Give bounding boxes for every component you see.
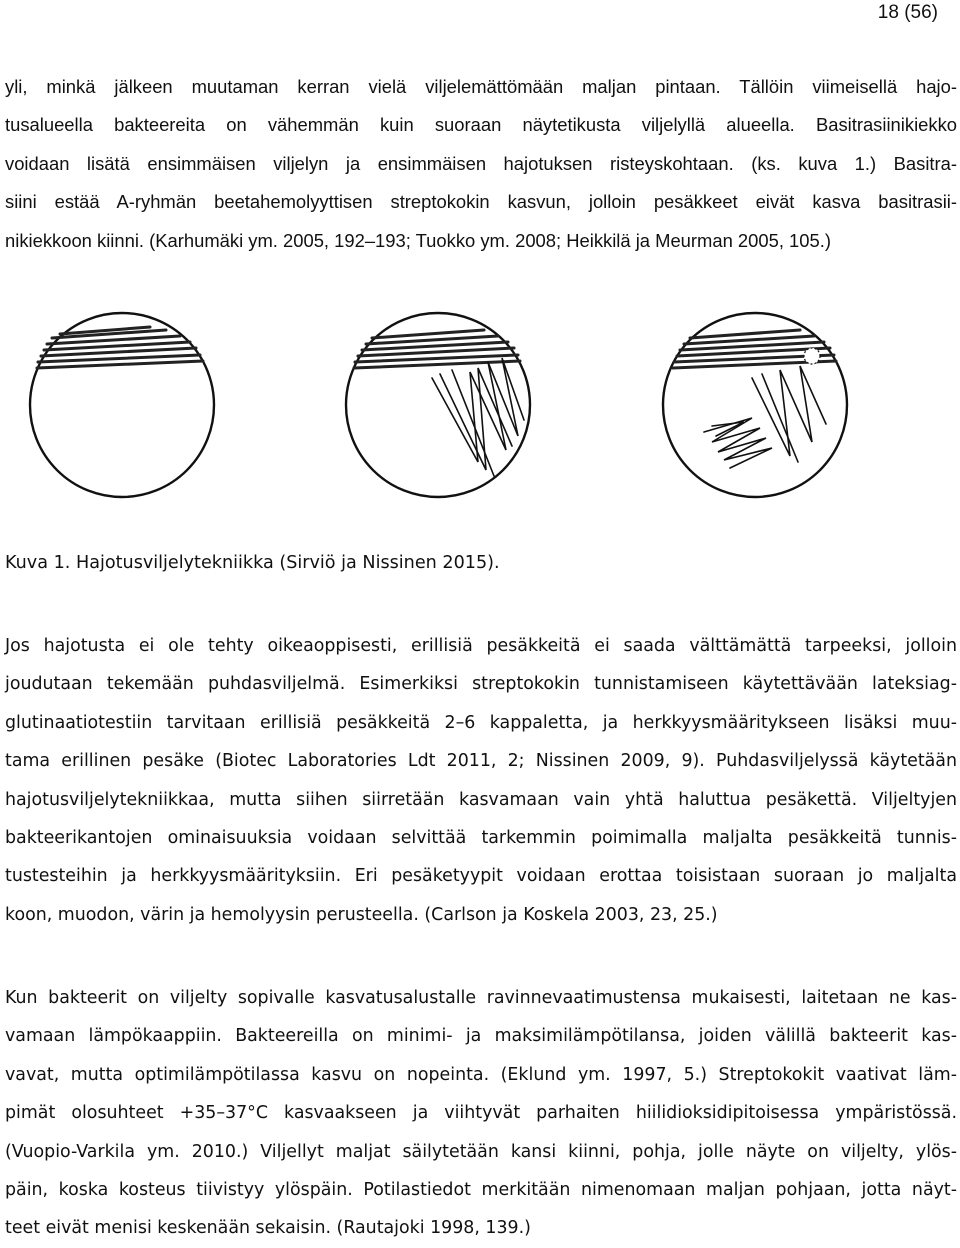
text-line: yli, minkä jälkeen muutaman kerran vielä viljelemättömään maljan pintaan. Tällöin viimeisellä hajo- <box>5 76 957 97</box>
text-line: Jos hajotusta ei ole tehty oikeaoppisesti, erillisiä pesäkkeitä ei saada välttämättä tarpeeksi, jolloin <box>5 636 957 656</box>
text-line: vamaan lämpökaappiin. Bakteereilla on minimi- ja maksimilämpötilansa, joiden välillä bakteerit kas- <box>5 1026 957 1047</box>
text-line: nikiekkoon kiinni. (Karhumäki ym. 2005, 192–193; Tuokko ym. 2008; Heikkilä ja Meurman 2005, 105.) <box>5 229 831 251</box>
text-line: (Vuopio-Varkila ym. 2010.) Viljellyt maljat säilytetään kansi kiinni, pohja, jolle näyte on viljelty, ylös- <box>5 1141 957 1162</box>
text-line: vavat, mutta optimilämpötilassa kasvu on nopeinta. (Eklund ym. 1997, 5.) Streptokokit vaativat läm- <box>5 1064 957 1085</box>
text-line: tama erillinen pesäke (Biotec Laboratories Ldt 2011, 2; Nissinen 2009, 9). Puhdasviljelyssä käytetään <box>5 751 957 772</box>
text-line: siini estää A-ryhmän beetahemolyyttisen streptokokin kasvun, jolloin pesäkkeet eivät kasva basitrasii- <box>5 191 957 213</box>
plate-streak-1 <box>30 313 214 497</box>
streak-plate-figure <box>0 300 960 520</box>
text-line: bakteerikantojen ominaisuuksia voidaan selvittää tarkemmin poimimalla maljalta pesäkkeitä tunnis- <box>5 827 957 848</box>
paragraph-3 <box>5 979 957 1248</box>
text-line: pimät olosuhteet +35–37°C kasvaakseen ja viihtyvät parhaiten hiilidioksidipitoisessa ympäristössä. <box>5 1103 957 1124</box>
plate-streak-3 <box>663 313 847 497</box>
text-line: päin, koska kosteus tiivistyy ylöspäin. Potilastiedot merkitään nimenomaan maljan pohjaan, jotta näyt- <box>5 1179 957 1200</box>
page-number: 18 (56) <box>877 2 938 23</box>
text-line: Kun bakteerit on viljelty sopivalle kasvatusalustalle ravinnevaatimustensa mukaisesti, laitetaan ne kas- <box>5 988 957 1008</box>
text-line: hajotusviljelytekniikkaa, mutta siihen siirretään kasvamaan vain yhtä haluttua pesäkettä. Viljeltyjen <box>5 789 957 810</box>
text-line: voidaan lisätä ensimmäisen viljelyn ja ensimmäisen hajotuksen risteyskohtaan. (ks. kuva 1.) Basitra- <box>5 152 957 174</box>
text-line: tustesteihin ja herkkyysmäärityksiin. Eri pesäketyypit voidaan erottaa toisistaan suoraan jo maljalta <box>5 866 957 887</box>
text-line: koon, muodon, värin ja hemolyysin perusteella. (Carlson ja Koskela 2003, 23, 25.) <box>5 904 718 925</box>
text-line: joudutaan tekemään puhdasviljelmä. Esimerkiksi streptokokin tunnistamiseen käytettävään lateksiag- <box>5 674 957 695</box>
text-line: glutinaatiotestiin tarvitaan erillisiä pesäkkeitä 2–6 kappaletta, ja herkkyysmääritykseen lisäksi muu- <box>5 712 957 733</box>
text-line: teet eivät menisi keskenään sekaisin. (Rautajoki 1998, 139.) <box>5 1218 531 1239</box>
paragraph-1 <box>5 68 957 260</box>
figure-caption: Kuva 1. Hajotusviljelytekniikka (Sirviö ja Nissinen 2015). <box>5 553 500 573</box>
paragraph-2 <box>5 627 957 934</box>
plate-streak-2 <box>346 313 530 497</box>
text-line: tusalueella bakteereita on vähemmän kuin suoraan näytetikusta viljelyllä alueella. Basitrasiinikiekko <box>5 114 957 136</box>
